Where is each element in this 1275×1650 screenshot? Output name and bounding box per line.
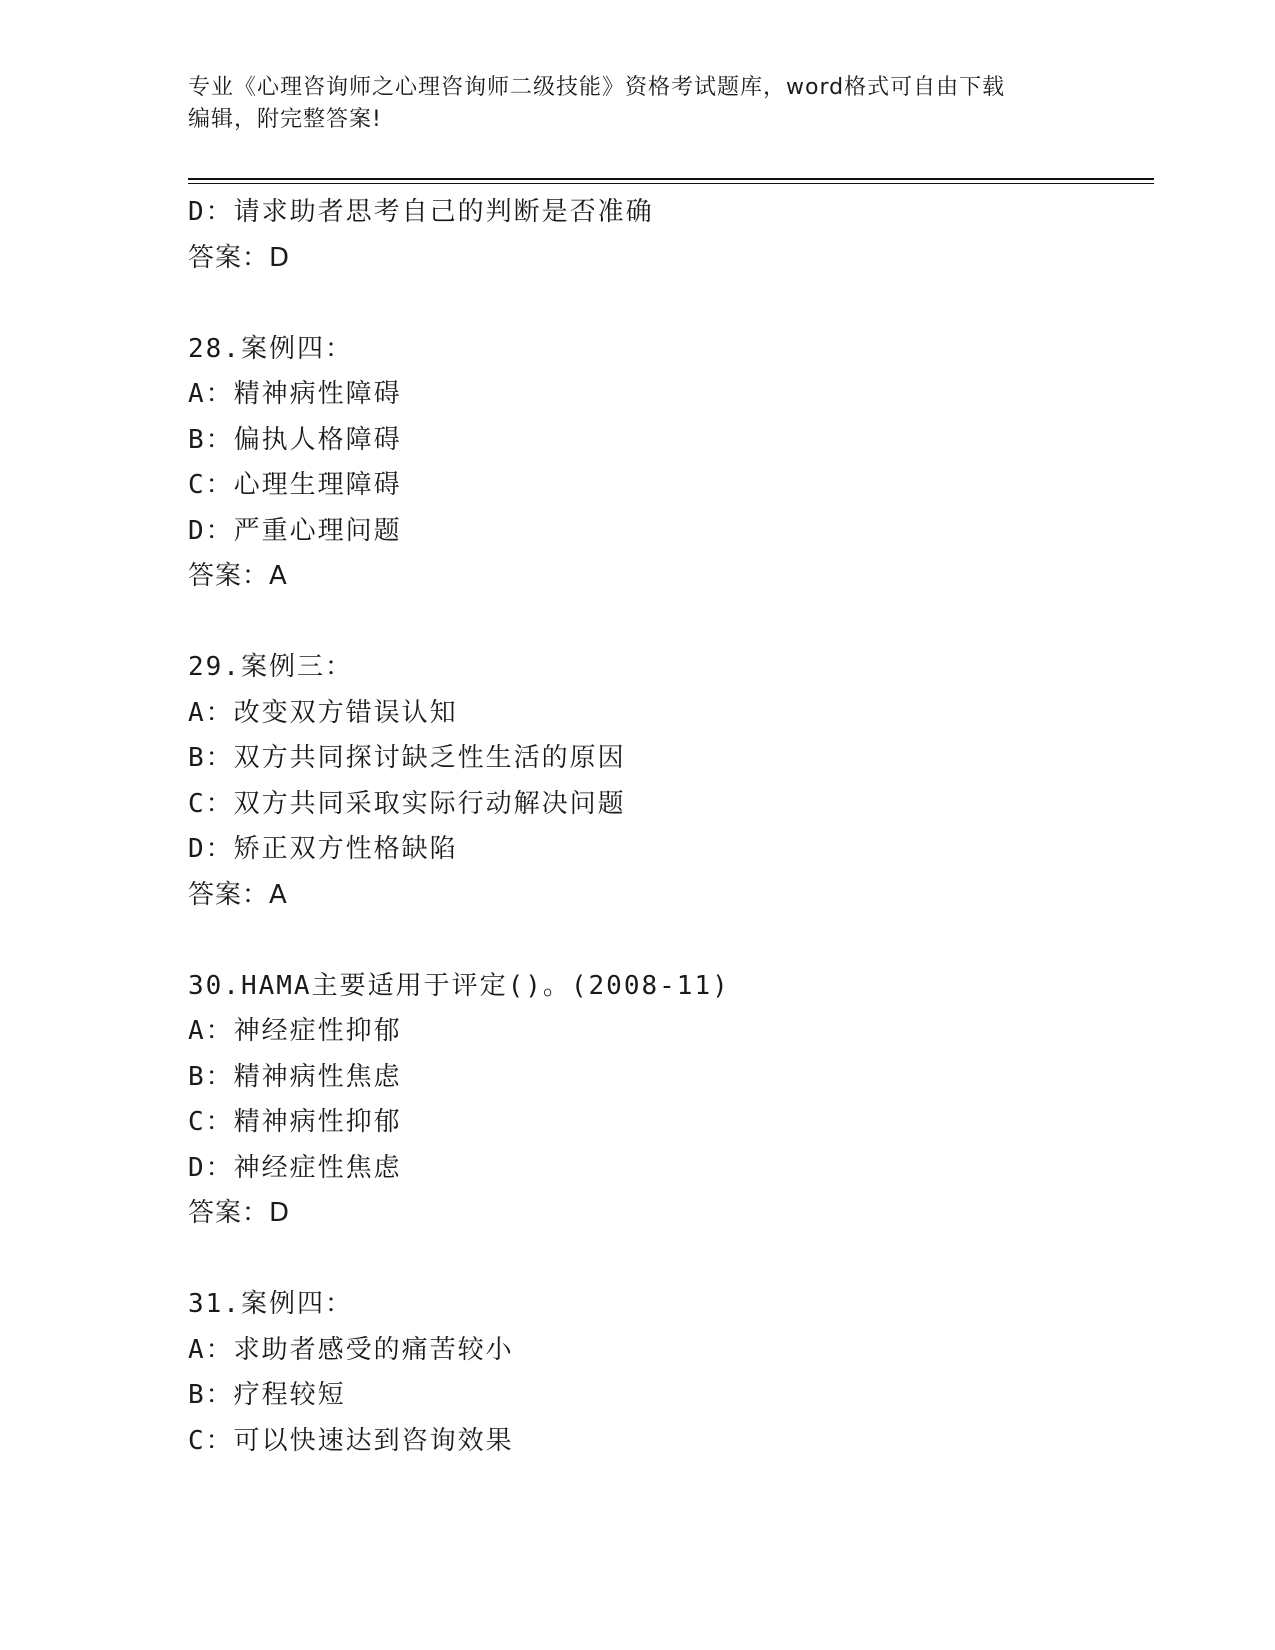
carryover-answer: 答案：D xyxy=(188,242,291,273)
question-stem: 28.案例四： xyxy=(188,333,353,364)
question-stem: 31.案例四： xyxy=(188,1289,353,1319)
document-header xyxy=(188,72,1088,136)
answer-line: 答案：A xyxy=(188,879,288,910)
question-stem: 29.案例三： xyxy=(188,652,353,682)
question-spacer xyxy=(188,918,1154,964)
question-block-29 xyxy=(188,645,1154,918)
option-c: C：精神病性抑郁 xyxy=(188,1107,402,1137)
question-spacer xyxy=(188,281,1154,327)
option-c: C：双方共同采取实际行动解决问题 xyxy=(188,788,626,819)
answer-line: 答案：A xyxy=(188,561,288,591)
question-spacer xyxy=(188,1237,1154,1283)
option-b: B：偏执人格障碍 xyxy=(188,424,402,455)
option-a: A：神经症性抑郁 xyxy=(188,1016,402,1046)
question-stem: 30.HAMA主要适用于评定()。(2008-11) xyxy=(188,970,730,1001)
header-line-1: 专业《心理咨询师之心理咨询师二级技能》资格考试题库，word格式可自由下载 xyxy=(188,75,1006,100)
option-c: C：可以快速达到咨询效果 xyxy=(188,1425,514,1456)
option-a: A：求助者感受的痛苦较小 xyxy=(188,1334,514,1365)
option-c: C：心理生理障碍 xyxy=(188,470,402,500)
option-b: B：双方共同探讨缺乏性生活的原因 xyxy=(188,743,626,773)
option-d: D：严重心理问题 xyxy=(188,515,402,546)
question-block-31 xyxy=(188,1282,1154,1464)
option-b: B：精神病性焦虑 xyxy=(188,1061,402,1092)
option-a: A：改变双方错误认知 xyxy=(188,697,458,728)
option-d: D：矫正双方性格缺陷 xyxy=(188,834,458,864)
question-block-30 xyxy=(188,964,1154,1237)
question-block-28 xyxy=(188,327,1154,600)
answer-line: 答案：D xyxy=(188,1198,291,1228)
carryover-option-d: D：请求助者思考自己的判断是否准确 xyxy=(188,197,654,227)
option-b: B：疗程较短 xyxy=(188,1380,346,1410)
question-content xyxy=(188,190,1154,1464)
header-divider xyxy=(188,178,1154,184)
option-a: A：精神病性障碍 xyxy=(188,379,402,409)
question-spacer xyxy=(188,600,1154,646)
option-d: D：神经症性焦虑 xyxy=(188,1152,402,1183)
header-line-2: 编辑，附完整答案! xyxy=(188,107,382,132)
